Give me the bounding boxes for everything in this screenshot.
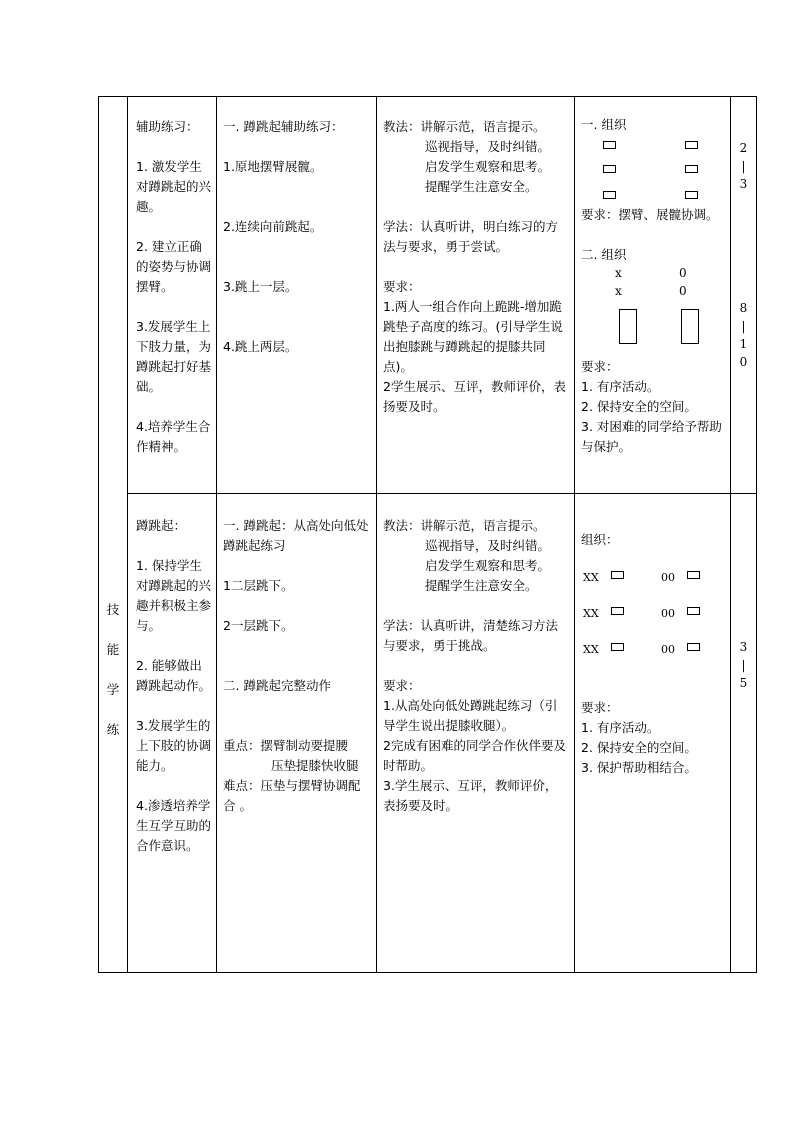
lesson-plan-table bbox=[98, 96, 757, 973]
organization-cell: 一. 组织 要求：摆臂、展髋协调。 二. 组织 x 0 x 0 要求： 1. 有序活动。 2. 保持安全的空间。 3. 对困难的同学给予帮助与保护。 bbox=[575, 97, 731, 494]
method-cell: 教法：讲解示范，语言提示。 巡视指导，及时纠错。 启发学生观察和思考。 提醒学生注意安全。 学法：认真听讲，清楚练习方法与要求，勇于挑战。 要求： 1.从高处向低处蹲跳起练习（引导学生说出提膝收腿）。 2完成有困难的同学合作伙伴要及时帮助。 3.学生展示、互评，教师评价，表扬要及时。 bbox=[377, 494, 575, 973]
method-cell: 教法：讲解示范，语言提示。 巡视指导，及时纠错。 启发学生观察和思考。 提醒学生注意安全。 学法：认真听讲，明白练习的方法与要求，勇于尝试。 要求： 1.两人一组合作向上跪跳-增加跪跳垫子高度的练习。(引导学生说出抱膝跳与蹲跳起的提膝共同点)。 2学生展示、互评，教师评价，表扬要及时。 bbox=[377, 97, 575, 494]
time-cell: 2 | 3 8 | 1 0 bbox=[731, 97, 757, 494]
section-label: 技 能 学 练 bbox=[99, 97, 128, 973]
objectives-cell: 辅助练习： 1. 激发学生对蹲跳起的兴趣。 2. 建立正确的姿势与协调摆臂。 3.发展学生上下肢力量，为蹲跳起打好基础。 4.培养学生合作精神。 bbox=[128, 97, 217, 494]
formation-1 bbox=[581, 135, 724, 199]
time-cell: 3 | 5 bbox=[731, 494, 757, 973]
content-cell: 一. 蹲跳起辅助练习： 1.原地摆臂展髋。 2.连续向前跳起。 3.跳上一层。 4.跳上两层。 bbox=[217, 97, 377, 494]
formation-2: x 0 x 0 bbox=[581, 265, 724, 357]
formation-3: XX 00 XX 00 XX 00 bbox=[581, 558, 724, 678]
objectives-cell: 蹲跳起： 1. 保持学生对蹲跳起的兴趣并积极主参与。 2. 能够做出蹲跳起动作。 3.发展学生的上下肢的协调能力。 4.渗透培养学生互学互助的合作意识。 bbox=[128, 494, 217, 973]
organization-cell: 组织： XX 00 XX 00 XX 00 要求： 1. 有序活动。 2. 保持安全的空间。 3. 保护帮助相结合。 bbox=[575, 494, 731, 973]
content-cell: 一. 蹲跳起：从高处向低处蹲跳起练习 1二层跳下。 2一层跳下。 二. 蹲跳起完整动作 重点：摆臂制动要提腰 压垫提膝快收腿 难点：压垫与摆臂协调配合 。 bbox=[217, 494, 377, 973]
